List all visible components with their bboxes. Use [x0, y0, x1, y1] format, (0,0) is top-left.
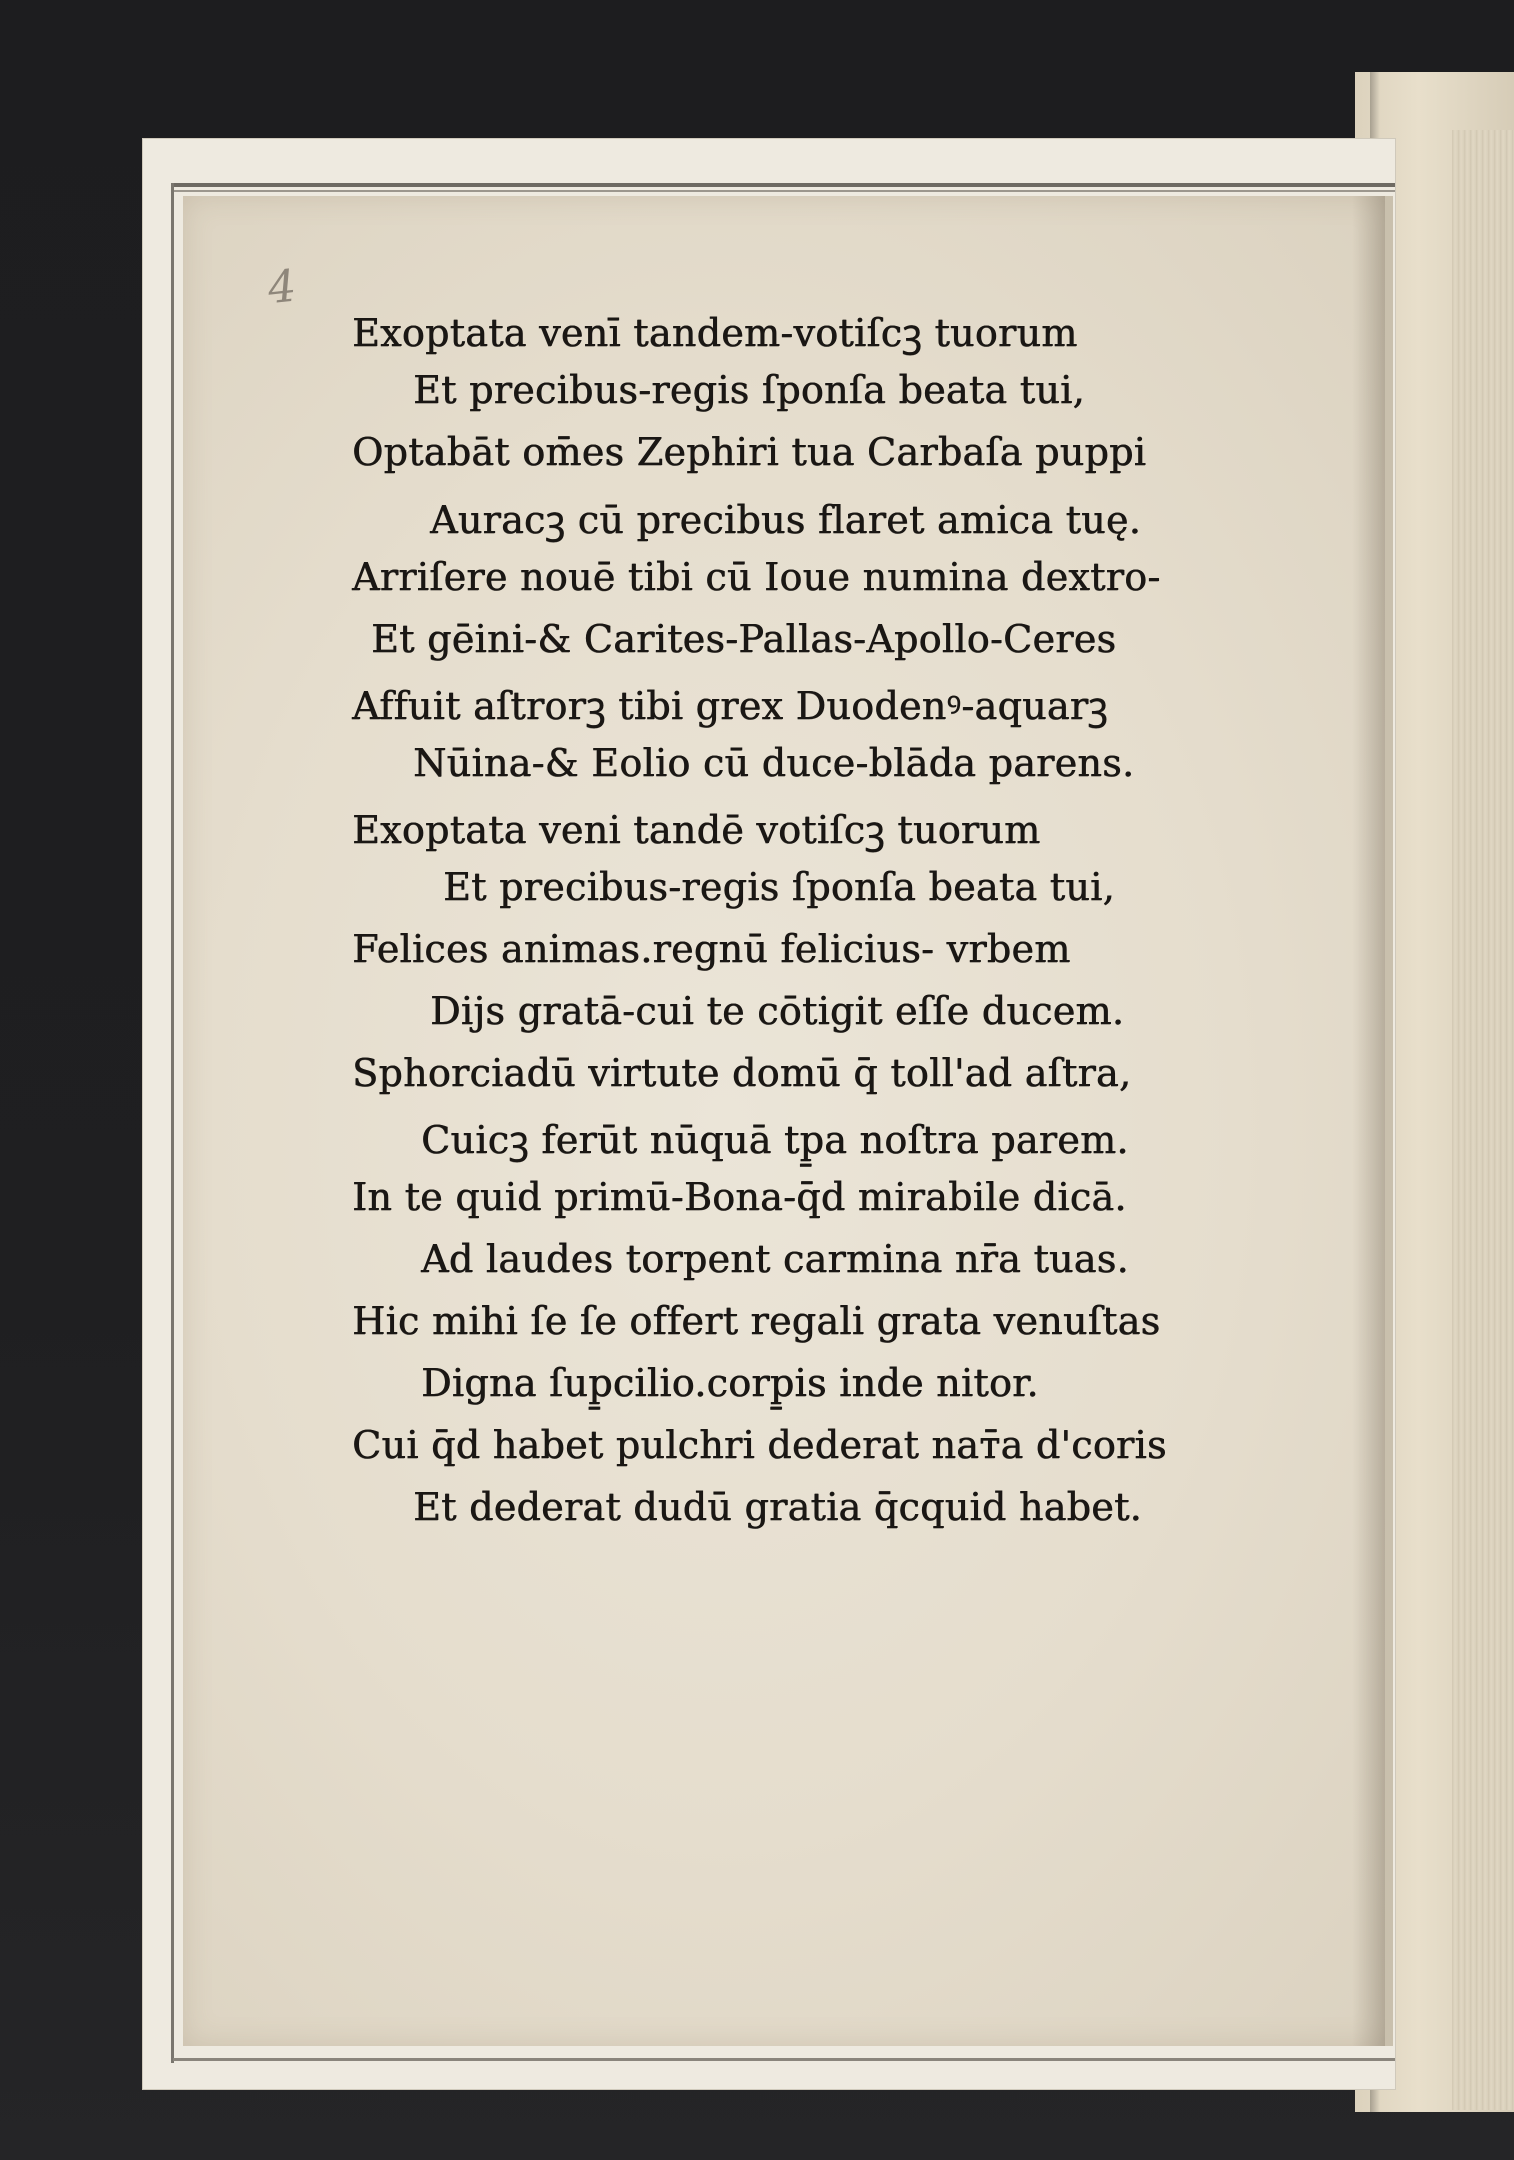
verse-line-14: Cuicꝫ ferūt nūquā tp̱a noſtra parem. [421, 1118, 1129, 1162]
verse-line-8: Nūina-& Eolio cū duce-blāda parens. [413, 741, 1135, 785]
verse-line-4: Auracꝫ cū precibus flaret amica tuę. [430, 498, 1141, 542]
verse-line-10: Et precibus-regis ſponſa beata tui, [443, 865, 1115, 909]
verse-line-18: Digna ſup̱cilio.corp̱is inde nitor. [421, 1361, 1039, 1405]
verse-line-19: Cui q̄d habet pulchri dederat naт̄a d'coris [352, 1423, 1167, 1467]
verse-line-13: Sphorciadū virtute domū q̄ toll'ad aſtra, [352, 1051, 1132, 1095]
verse-line-16: Ad laudes torpent carmina nr̄a tuas. [421, 1237, 1129, 1281]
verse-line-1: Exoptata venī tandem-votiſcꝫ tuorum [352, 311, 1078, 355]
verse-line-2: Et precibus-regis ſponſa beata tui, [413, 368, 1085, 412]
handwritten-folio-mark: 4 [265, 260, 297, 315]
verse-line-17: Hic mihi ſe ſe offert regali grata venuſtas [352, 1299, 1161, 1343]
verse-line-5: Arriſere nouē tibi cū Ioue numina dextro- [352, 555, 1161, 599]
verse-line-3: Optabāt om̄es Zephiri tua Carbaſa puppi [352, 430, 1147, 474]
verse-line-12: Dijs gratā-cui te cōtigit eſſe ducem. [430, 989, 1125, 1033]
verse-line-20: Et dederat dudū gratia q̄cquid habet. [413, 1485, 1142, 1529]
verse-line-9: Exoptata veni tandē votiſcꝫ tuorum [352, 808, 1041, 852]
verse-line-15: In te quid primū-Bona-q̄d mirabile dicā. [352, 1175, 1127, 1219]
verse-line-7: Affuit aſtrorꝫ tibi grex Duodenꝰ-aquarꝫ [352, 684, 1108, 728]
verse-line-11: Felices animas.regnū felicius- vrbem [352, 927, 1071, 971]
verse-line-6: Et gēini-& Carites-Pallas-Apollo-Ceres [371, 617, 1117, 661]
